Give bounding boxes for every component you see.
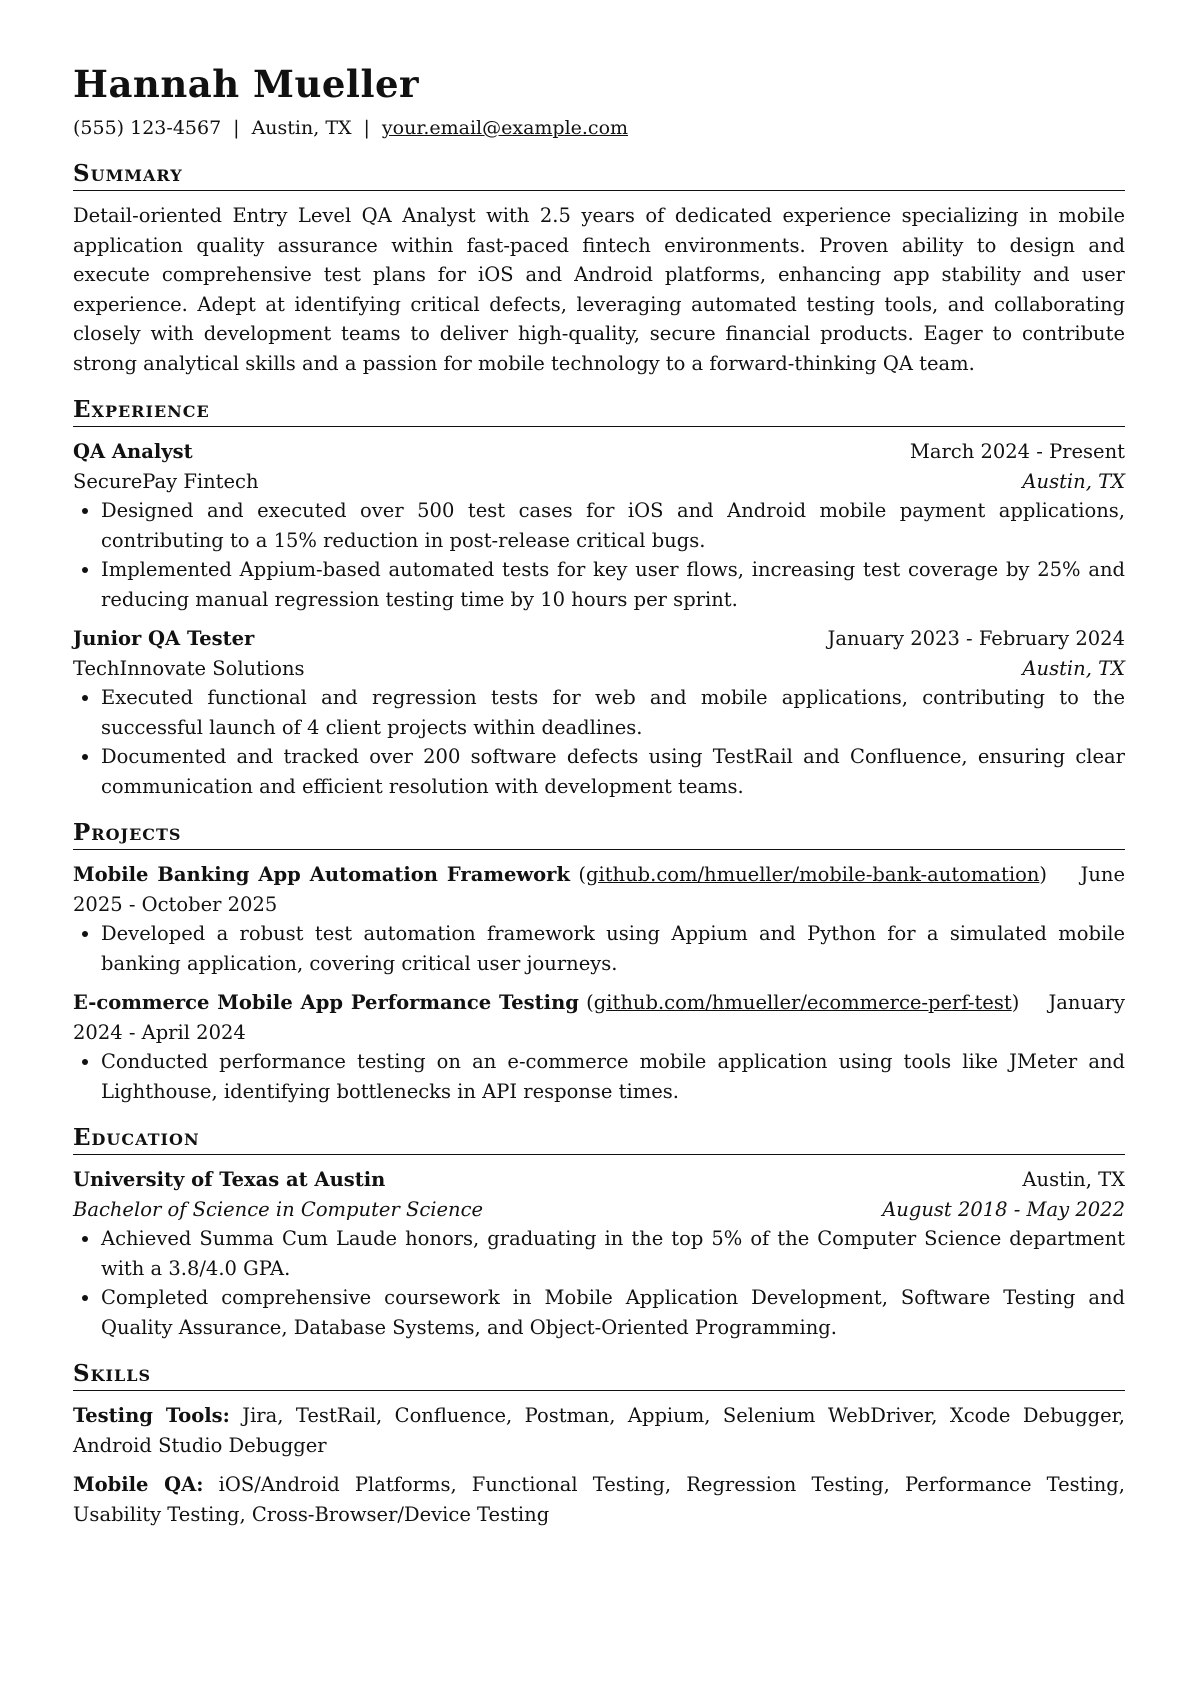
contact-line <box>73 114 1125 142</box>
bullet-item: • Designed and executed over 500 test cases for iOS and Android mobile payment applications, contributing to a 15% reduction in post-release critical bugs. <box>101 496 1125 555</box>
resume-page <box>73 62 1125 1539</box>
skill-value: iOS/Android Platforms, Functional Testing, Regression Testing, Performance Testing, Usability Testing, Cross-Browser/Device Testing <box>73 1473 1125 1526</box>
project-name: Mobile Banking App Automation Framework <box>73 863 570 886</box>
section-title-projects: Projects <box>73 819 1125 850</box>
bullet-item: • Completed comprehensive coursework in Mobile Application Development, Software Testing and Quality Assurance, Database Systems, and Object-Oriented Programming. <box>101 1283 1125 1342</box>
experience-section <box>73 396 1125 801</box>
project-name: E-commerce Mobile App Performance Testing <box>73 991 579 1014</box>
project-link[interactable]: github.com/hmueller/mobile-bank-automation <box>585 863 1040 886</box>
section-title-summary: Summary <box>73 160 1125 191</box>
email-link[interactable]: your.email@example.com <box>381 117 629 139</box>
projects-section <box>73 819 1125 1106</box>
job-entry <box>73 437 1125 614</box>
separator: | <box>233 117 240 139</box>
education-bullets <box>73 1224 1125 1342</box>
education-dates: August 2018 - May 2022 <box>882 1197 1125 1221</box>
education-entry <box>73 1165 1125 1342</box>
job-bullets <box>73 496 1125 614</box>
degree: Bachelor of Science in Computer Science <box>73 1197 484 1221</box>
project-bullets <box>73 919 1125 978</box>
location: Austin, TX <box>251 117 352 139</box>
separator: | <box>363 117 370 139</box>
bullet-item: • Executed functional and regression tests for web and mobile applications, contributing to the successful launch of 4 client projects within deadlines. <box>101 683 1125 742</box>
job-company: SecurePay Fintech <box>73 469 259 493</box>
job-entry <box>73 624 1125 801</box>
phone-number: (555) 123-4567 <box>73 117 222 139</box>
project-dates: June 2025 - October 2025 <box>73 863 1126 916</box>
section-title-experience: Experience <box>73 396 1125 427</box>
summary-text: Detail-oriented Entry Level QA Analyst with 2.5 years of dedicated experience specializing in mobile application quality assurance within fast-paced fintech environments. Proven ability to design and execute comprehensive test plans for iOS and Android platforms, enhancing app stability and user experience. Adept at identifying critical defects, leveraging automated testing tools, and collaborating closely with development teams to deliver high-quality, secure financial products. Eager to contribute strong analytical skills and a passion for mobile technology to a forward-thinking QA team. <box>73 204 1125 375</box>
section-title-education: Education <box>73 1124 1125 1155</box>
project-link[interactable]: github.com/hmueller/ecommerce-perf-test <box>593 991 1012 1014</box>
skill-line <box>73 1470 1125 1529</box>
skill-label: Testing Tools: <box>73 1404 230 1427</box>
candidate-name: Hannah Mueller <box>73 62 420 106</box>
job-location: Austin, TX <box>1022 469 1125 493</box>
summary-section <box>73 160 1125 378</box>
skill-value: Jira, TestRail, Confluence, Postman, Appium, Selenium WebDriver, Xcode Debugger, Android Studio Debugger <box>73 1404 1125 1457</box>
project-entry: E-commerce Mobile App Performance Testing (github.com/hmueller/ecommerce-perf-test) January 2024 - April 2024 • Conducted performance testing on an e-commerce mobile application using tools like JMeter and Lighthouse, identifying bottlenecks in API response times. <box>73 988 1125 1106</box>
job-role: Junior QA Tester <box>73 627 255 650</box>
skill-label: Mobile QA: <box>73 1473 204 1496</box>
project-entry: Mobile Banking App Automation Framework (github.com/hmueller/mobile-bank-automation) June 2025 - October 2025 • Developed a robust test automation framework using Appium and Python for a simulated mobile banking application, covering critical user journeys. <box>73 860 1125 978</box>
bullet-item: • Documented and tracked over 200 software defects using TestRail and Confluence, ensuring clear communication and efficient resolution with development teams. <box>101 742 1125 801</box>
bullet-item: • Achieved Summa Cum Laude honors, graduating in the top 5% of the Computer Science department with a 3.8/4.0 GPA. <box>101 1224 1125 1283</box>
bullet-item: • Developed a robust test automation framework using Appium and Python for a simulated mobile banking application, covering critical user journeys. <box>101 919 1125 978</box>
job-bullets <box>73 683 1125 801</box>
job-role: QA Analyst <box>73 440 193 463</box>
education-section <box>73 1124 1125 1342</box>
job-dates: March 2024 - Present <box>909 440 1125 463</box>
job-location: Austin, TX <box>1022 656 1125 680</box>
skill-line <box>73 1401 1125 1460</box>
project-dates: January 2024 - April 2024 <box>73 991 1125 1044</box>
section-title-skills: Skills <box>73 1360 1125 1391</box>
bullet-item: • Implemented Appium-based automated tests for key user flows, increasing test coverage by 25% and reducing manual regression testing time by 10 hours per sprint. <box>101 555 1125 614</box>
skills-section <box>73 1360 1125 1529</box>
school-name: University of Texas at Austin <box>73 1168 386 1191</box>
job-dates: January 2023 - February 2024 <box>827 627 1125 650</box>
job-company: TechInnovate Solutions <box>73 656 305 680</box>
school-location: Austin, TX <box>1022 1168 1125 1191</box>
bullet-item: • Conducted performance testing on an e-commerce mobile application using tools like JMeter and Lighthouse, identifying bottlenecks in API response times. <box>101 1047 1125 1106</box>
project-bullets <box>73 1047 1125 1106</box>
